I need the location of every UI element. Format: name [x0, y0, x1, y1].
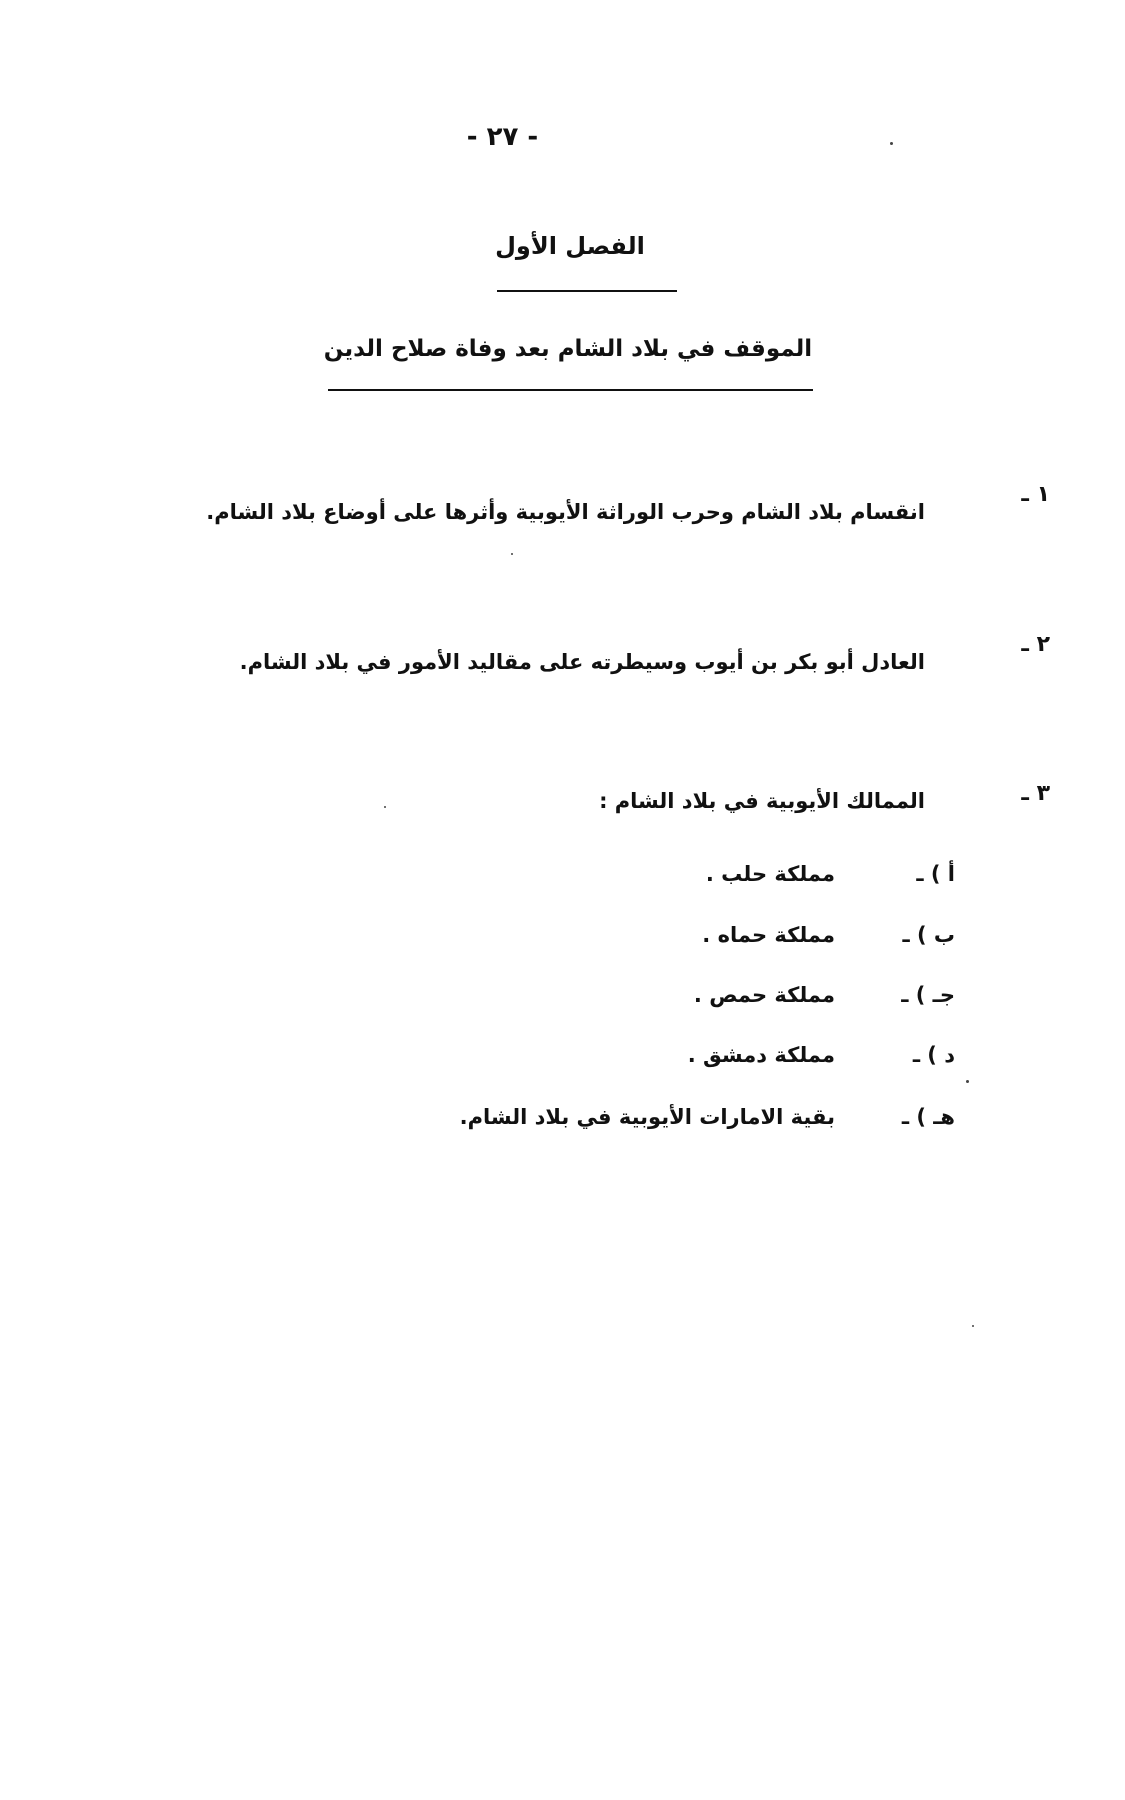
list-item-text: انقسام بلاد الشام وحرب الوراثة الأيوبية وأثرها على أوضاع بلاد الشام. — [206, 500, 925, 524]
list-item-text: الممالك الأيوبية في بلاد الشام : — [599, 789, 925, 813]
list-item-marker: ٢ ـ — [1021, 632, 1050, 657]
list-item — [205, 632, 1050, 692]
sub-list-item-marker: هـ ) ـ — [901, 1105, 955, 1129]
sub-list-item-text: مملكة حمص . — [693, 983, 835, 1007]
chapter-title-underline — [497, 290, 677, 292]
scan-speck — [966, 1080, 969, 1083]
sub-list-item-text: مملكة حماه . — [702, 923, 835, 947]
scan-speck — [511, 553, 513, 555]
scan-speck — [972, 1325, 974, 1327]
sub-list-item-marker: د ) ـ — [912, 1043, 955, 1067]
list-item-marker: ١ ـ — [1021, 482, 1050, 507]
section-title-underline — [328, 389, 813, 391]
sub-list-item-marker: جـ ) ـ — [901, 983, 955, 1007]
page-number: - ٢٧ - — [466, 122, 539, 152]
sub-list-item-text: مملكة دمشق . — [687, 1043, 835, 1067]
sub-list-item — [687, 1043, 955, 1083]
sub-list-item — [702, 923, 955, 963]
sub-list-item — [459, 1105, 955, 1145]
list-item-text: العادل أبو بكر بن أيوب وسيطرته على مقاليد الأمور في بلاد الشام. — [239, 650, 925, 674]
list-item-marker: ٣ ـ — [1021, 781, 1050, 806]
chapter-title: الفصل الأول — [495, 232, 645, 260]
sub-list-item-text: بقية الامارات الأيوبية في بلاد الشام. — [459, 1105, 835, 1129]
sub-list-item-marker: ب ) ـ — [902, 923, 955, 947]
section-title: الموقف في بلاد الشام بعد وفاة صلاح الدين — [323, 336, 813, 362]
list-item — [205, 482, 1050, 542]
sub-list-item — [693, 983, 955, 1023]
scan-speck — [384, 806, 386, 808]
sub-list-item-text: مملكة حلب . — [705, 862, 835, 886]
sub-list-item — [705, 862, 955, 902]
sub-list-item-marker: أ ) ـ — [916, 862, 955, 886]
scan-speck — [890, 142, 893, 145]
list-item — [205, 781, 1050, 821]
